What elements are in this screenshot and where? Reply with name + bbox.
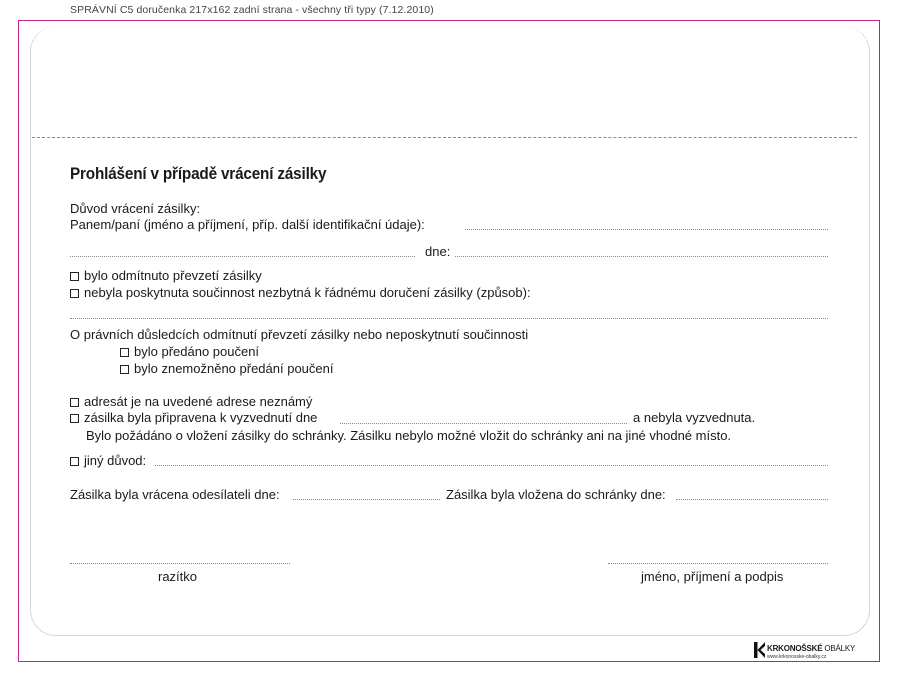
instruction-prevented-option[interactable] bbox=[120, 361, 333, 377]
unknown-address-checkbox[interactable] bbox=[70, 398, 79, 407]
returned-date-line[interactable] bbox=[293, 499, 440, 500]
brand-mark-icon bbox=[754, 642, 765, 658]
stamp-label: razítko bbox=[158, 569, 198, 584]
mailbox-date-line[interactable] bbox=[676, 499, 828, 500]
pickup-date-line[interactable] bbox=[340, 423, 627, 424]
refused-option[interactable] bbox=[70, 268, 262, 284]
brand-url: www.krkonosske-obalky.cz bbox=[767, 654, 827, 660]
instructed-checkbox[interactable] bbox=[120, 348, 129, 357]
person-continuation-line[interactable] bbox=[70, 256, 415, 257]
cooperation-method-line[interactable] bbox=[70, 318, 828, 319]
form-title: Prohlášení v případě vrácení zásilky bbox=[70, 164, 327, 183]
person-fill-line[interactable] bbox=[465, 229, 828, 230]
put-in-mailbox-label: Zásilka byla vložena do schránky dne: bbox=[446, 487, 666, 502]
ready-pickup-option[interactable] bbox=[70, 410, 317, 426]
brand-name bbox=[767, 644, 855, 653]
mailbox-request-text: Bylo požádáno o vložení zásilky do schránky. Zásilku nebylo možné vložit do schránky ani na jiné vhodné místo. bbox=[86, 428, 732, 443]
instruction-prevented-checkbox[interactable] bbox=[120, 365, 129, 374]
other-reason-checkbox[interactable] bbox=[70, 457, 79, 466]
returned-to-sender-label: Zásilka byla vrácena odesílateli dne: bbox=[70, 487, 280, 502]
reason-label: Důvod vrácení zásilky: bbox=[70, 201, 201, 216]
no-cooperation-option[interactable] bbox=[70, 285, 531, 301]
unknown-address-option[interactable] bbox=[70, 394, 312, 410]
instructed-option[interactable] bbox=[120, 344, 259, 360]
instruction-prevented-label: bylo znemožněno předání poučení bbox=[134, 361, 334, 376]
other-reason-option[interactable] bbox=[70, 453, 146, 469]
not-picked-label: a nebyla vyzvednuta. bbox=[633, 410, 756, 425]
ready-pickup-label: zásilka byla připravena k vyzvednutí dne bbox=[84, 410, 318, 425]
refused-checkbox[interactable] bbox=[70, 272, 79, 281]
stamp-line[interactable] bbox=[70, 563, 290, 564]
person-label: Panem/paní (jméno a příjmení, příp. další identifikační údaje): bbox=[70, 217, 425, 232]
unknown-address-label: adresát je na uvedené adrese neznámý bbox=[84, 394, 313, 409]
instructed-label: bylo předáno poučení bbox=[134, 344, 260, 359]
signature-line[interactable] bbox=[608, 563, 828, 564]
ready-pickup-checkbox[interactable] bbox=[70, 414, 79, 423]
date-label: dne: bbox=[425, 244, 451, 259]
other-reason-line[interactable] bbox=[155, 465, 828, 466]
consequences-label: O právních důsledcích odmítnutí převzetí zásilky nebo neposkytnutí součinnosti bbox=[70, 327, 529, 342]
brand-name-bold: KRKONOŠSKÉ bbox=[767, 644, 823, 653]
signature-label: jméno, příjmení a podpis bbox=[641, 569, 784, 584]
other-reason-label: jiný důvod: bbox=[84, 453, 147, 468]
refused-label: bylo odmítnuto převzetí zásilky bbox=[84, 268, 262, 283]
date-fill-line[interactable] bbox=[455, 256, 828, 257]
fold-line bbox=[32, 137, 857, 138]
print-spec-header: SPRÁVNÍ C5 doručenka 217x162 zadní strana - všechny tři typy (7.12.2010) bbox=[70, 4, 434, 16]
brand-name-light: OBÁLKY bbox=[824, 644, 856, 653]
no-cooperation-checkbox[interactable] bbox=[70, 289, 79, 298]
no-cooperation-label: nebyla poskytnuta součinnost nezbytná k řádnému doručení zásilky (způsob): bbox=[84, 285, 531, 300]
brand-logo bbox=[754, 641, 854, 663]
